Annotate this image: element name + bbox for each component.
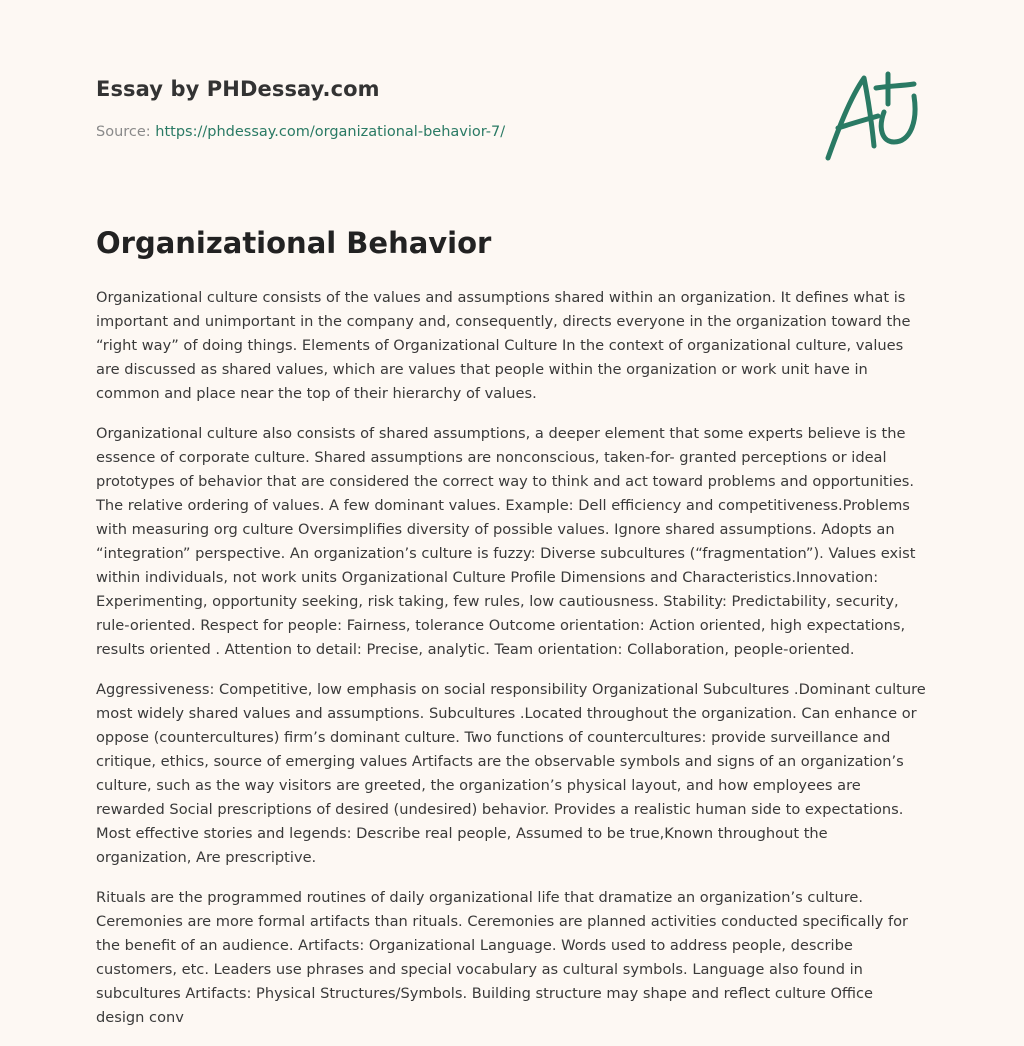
site-title: Essay by PHDessay.com: [96, 77, 380, 101]
essay-page: [96, 0, 926, 1026]
essay-paragraph: Rituals are the programmed routines of daily organizational life that dramatize an organization’s culture. Ceremonies are more formal artifacts than rituals. Ceremonies are planned activities conducted specifically for the benefit of an audience. Artifacts: Organizational Language. Words used to address people, describe customers, etc. Leaders use phrases and special vocabulary as cultural symbols. Language also found in subcultures Artifacts: Physical Structures/Symbols. Building structure may shape and reflect culture Office design conv: [96, 889, 909, 1026]
essay-title: Organizational Behavior: [96, 226, 492, 260]
source-line: [96, 124, 505, 140]
source-label: Source:: [96, 124, 151, 140]
essay-paragraph: Aggressiveness: Competitive, low emphasis on social responsibility Organizational Subcultures .Dominant culture most widely shared values and assumptions. Subcultures .Located throughout the organization. Can enhance or oppose (countercultures) firm’s dominant culture. Two functions of countercultures: provide surveillance and critique, ethics, source of emerging values Artifacts are the observable symbols and signs of an organization’s culture, such as the way visitors are greeted, the organization’s physical layout, and how employees are rewarded Social prescriptions of desired (undesired) behavior. Provides a realistic human side to expectations. Most effective stories and legends: Describe real people, Assumed to be true,Known throughout the organization, Are prescriptive.: [96, 681, 926, 866]
source-link[interactable]: https://phdessay.com/organizational-behavior-7/: [155, 124, 506, 140]
essay-paragraph: Organizational culture consists of the values and assumptions shared within an organization. It defines what is important and unimportant in the company and, consequently, directs everyone in the organization toward the “right way” of doing things. Elements of Organizational Culture In the context of organizational culture, values are discussed as shared values, which are values that people within the organization or work unit have in common and place near the top of their hierarchy of values.: [96, 289, 911, 402]
essay-paragraph: Organizational culture also consists of shared assumptions, a deeper element that some experts believe is the essence of corporate culture. Shared assumptions are nonconscious, taken-for- granted perceptions or ideal prototypes of behavior that are considered the correct way to think and act toward problems and opportunities. The relative ordering of values. A few dominant values. Example: Dell efficiency and competitiveness.Problems with measuring org culture Oversimplifies diversity of possible values. Ignore shared assumptions. Adopts an “integration” perspective. An organization’s culture is fuzzy: Diverse subcultures (“fragmentation”). Values exist within individuals, not work units Organizational Culture Profile Dimensions and Characteristics.Innovation: Experimenting, opportunity seeking, risk taking, few rules, low cautiousness. Stability: Predictability, security, rule-oriented. Respect for people: Fairness, tolerance Outcome orientation: Action oriented, high expectations, results oriented . Attention to detail: Precise, analytic. Team orientation: Collaboration, people-oriented.: [96, 425, 916, 658]
essay-body: [96, 286, 926, 1046]
a-plus-logo-icon: [824, 68, 928, 164]
page-header: [96, 0, 926, 190]
